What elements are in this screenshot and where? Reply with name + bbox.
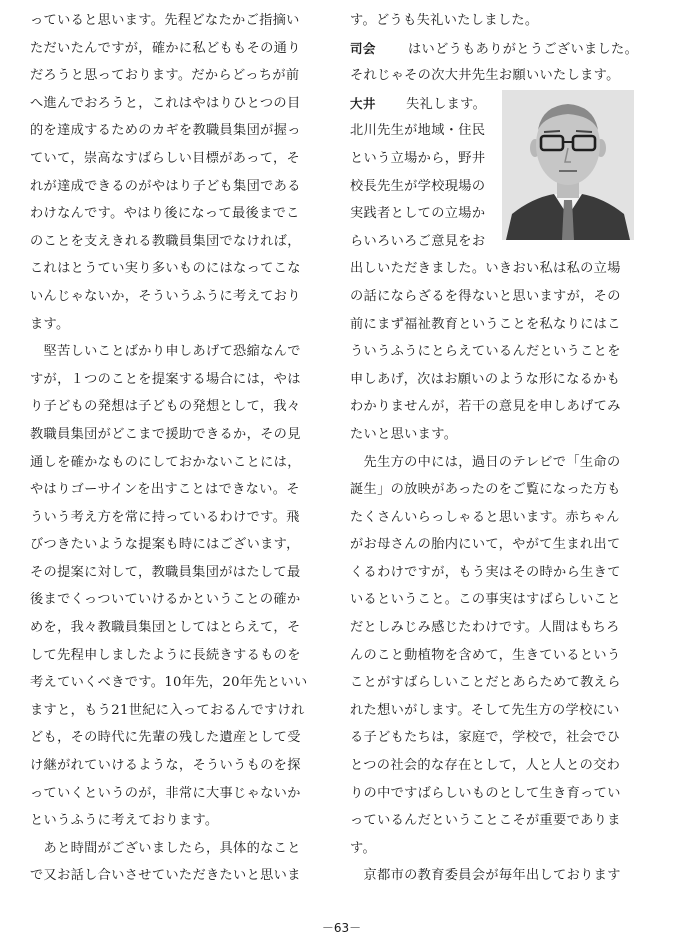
text-line: 先生方の中には，過日のテレビで「生命の	[350, 454, 621, 470]
text-line: 教職員集団がどこまで援助できるか，その見	[30, 426, 301, 442]
text-line: という立場から，野井	[350, 150, 486, 166]
text-line: る子どもたちは，家庭で，学校で，社会でひ	[350, 730, 621, 746]
text-line: 後までくっついていけるかということの確か	[30, 592, 301, 608]
text-line: 出しいただきました。いきおい私は私の立場	[350, 261, 621, 277]
text-line: らいろいろご意見をお	[350, 233, 486, 249]
text-line: あと時間がございましたら，具体的なこと	[30, 840, 301, 856]
text-line: だとしみじみ感じたわけです。人間はもちろ	[350, 620, 620, 636]
text-line: っていると思います。先程どなたかご指摘い	[30, 13, 300, 28]
text-line: それじゃその次大井先生お願いいたします。	[350, 68, 620, 84]
text-line: とつの社会的な存在として，人と人との交わ	[350, 758, 621, 774]
text-line: めを，我々教職員集団としてはとらえて，そ	[30, 620, 301, 636]
text-line: っていくというのが，非常に大事じゃないか	[30, 785, 301, 801]
text-line: 実践者としての立場か	[350, 206, 486, 222]
text-line: いるということ。この事実はすばらしいこと	[350, 592, 621, 608]
chair-remark	[350, 35, 650, 63]
text-line: わけなんです。やはり後になって最後までこ	[30, 206, 300, 222]
text-line: り子どもの発想は子どもの発想として，我々	[30, 399, 301, 415]
text-line: へ進んでおろうと，これはやはりひとつの目	[30, 95, 301, 111]
text-line: す。	[350, 840, 377, 856]
text-line: やはりゴーサインを出すことはできない。そ	[30, 482, 300, 498]
text-line: ただいたんですが，確かに私どももその通り	[30, 40, 301, 56]
text-line: で又お話し合いさせていただきたいと思いま	[30, 868, 301, 884]
text-line: 北川先生が地域・住民	[350, 123, 486, 139]
text-line: がお母さんの胎内にいて，やがて生まれ出て	[350, 537, 621, 553]
text-line: りの中ですばらしいものとして生き育ってい	[350, 785, 621, 801]
text-line: これはとうてい実り多いものにはなってこな	[30, 261, 301, 277]
text-line: っているんだということこそが重要でありま	[350, 813, 621, 829]
text-line: その提案に対して，教職員集団がはたして最	[30, 564, 301, 580]
speaker-portrait-photo	[502, 90, 634, 240]
text-line: 前にまず福祉教育ということを私なりにはこ	[350, 316, 621, 332]
speaker-name-chair: 司会	[350, 40, 376, 56]
text-line: すが，１つのことを提案する場合には，やは	[30, 371, 301, 387]
text-line: ういうふうにとらえているんだということを	[350, 344, 621, 360]
text-line: ことがすばらしいことだとあらためて教えら	[350, 675, 621, 691]
text-line: 京都市の教育委員会が毎年出しております	[350, 868, 621, 884]
text-line: ます。	[30, 316, 70, 332]
text-line: 通しを確かなものにしておかないことには，	[30, 454, 301, 470]
text-line: れが達成できるのがやはり子ども集団である	[30, 178, 301, 194]
text-line: 失礼します。	[406, 96, 487, 112]
text-line: ども，その時代に先輩の残した遺産として受	[30, 730, 301, 746]
text-line: ますと，もう21世紀に入っておるんですけれ	[30, 702, 305, 718]
text-line: して先程申しましたように長続きするものを	[30, 647, 301, 663]
text-line: たくさんいらっしゃると思います。赤ちゃん	[350, 509, 620, 525]
text-line: れた想いがします。そして先生方の学校にい	[350, 702, 620, 718]
text-line: ういう考え方を常に持っているわけです。飛	[30, 509, 300, 525]
text-line: いんじゃないか，そういうふうに考えており	[30, 288, 301, 304]
text-line: のことを支えきれる教職員集団でなければ，	[30, 233, 301, 249]
text-line: 誕生」の放映があったのをご覧になった方も	[350, 482, 621, 498]
text-line: ていて，崇高なすばらしい目標があって，そ	[30, 150, 301, 166]
text-line: くるわけですが，もう実はその時から生きて	[350, 564, 621, 580]
text-line: す。どうも失礼いたしました。	[350, 13, 539, 28]
text-line: だろうと思っております。だからどっちが前	[30, 68, 300, 84]
portrait-image	[502, 90, 634, 240]
text-line: 考えていくべきです。10年先，20年先といい	[30, 675, 308, 691]
text-line: 堅苦しいことばかり申しあげて恐縮なんで	[30, 344, 301, 360]
text-line: の話にならざるを得ないと思いますが，その	[350, 288, 621, 304]
left-text-column	[30, 7, 328, 890]
text-line: わかりませんが，若干の意見を申しあげてみ	[350, 399, 621, 415]
text-line: たいと思います。	[350, 426, 458, 442]
text-line: 的を達成するためのカギを教職員集団が握っ	[30, 123, 301, 139]
text-line: 校長先生が学校現場の	[350, 178, 486, 194]
text-line: んのこと動植物を含めて，生きているという	[350, 647, 621, 663]
text-line: というふうに考えております。	[30, 813, 219, 829]
text-line: 申しあげ，次はお願いのような形になるかも	[350, 371, 621, 387]
text-line: びつきたいような提案も時にはございます，	[30, 537, 300, 553]
speaker-name-oi: 大井	[350, 95, 376, 111]
page-number: －63－	[321, 921, 362, 935]
text-line: け継がれていけるような，そういうものを探	[30, 758, 301, 774]
text-line: はいどうもありがとうございました。	[408, 41, 639, 57]
